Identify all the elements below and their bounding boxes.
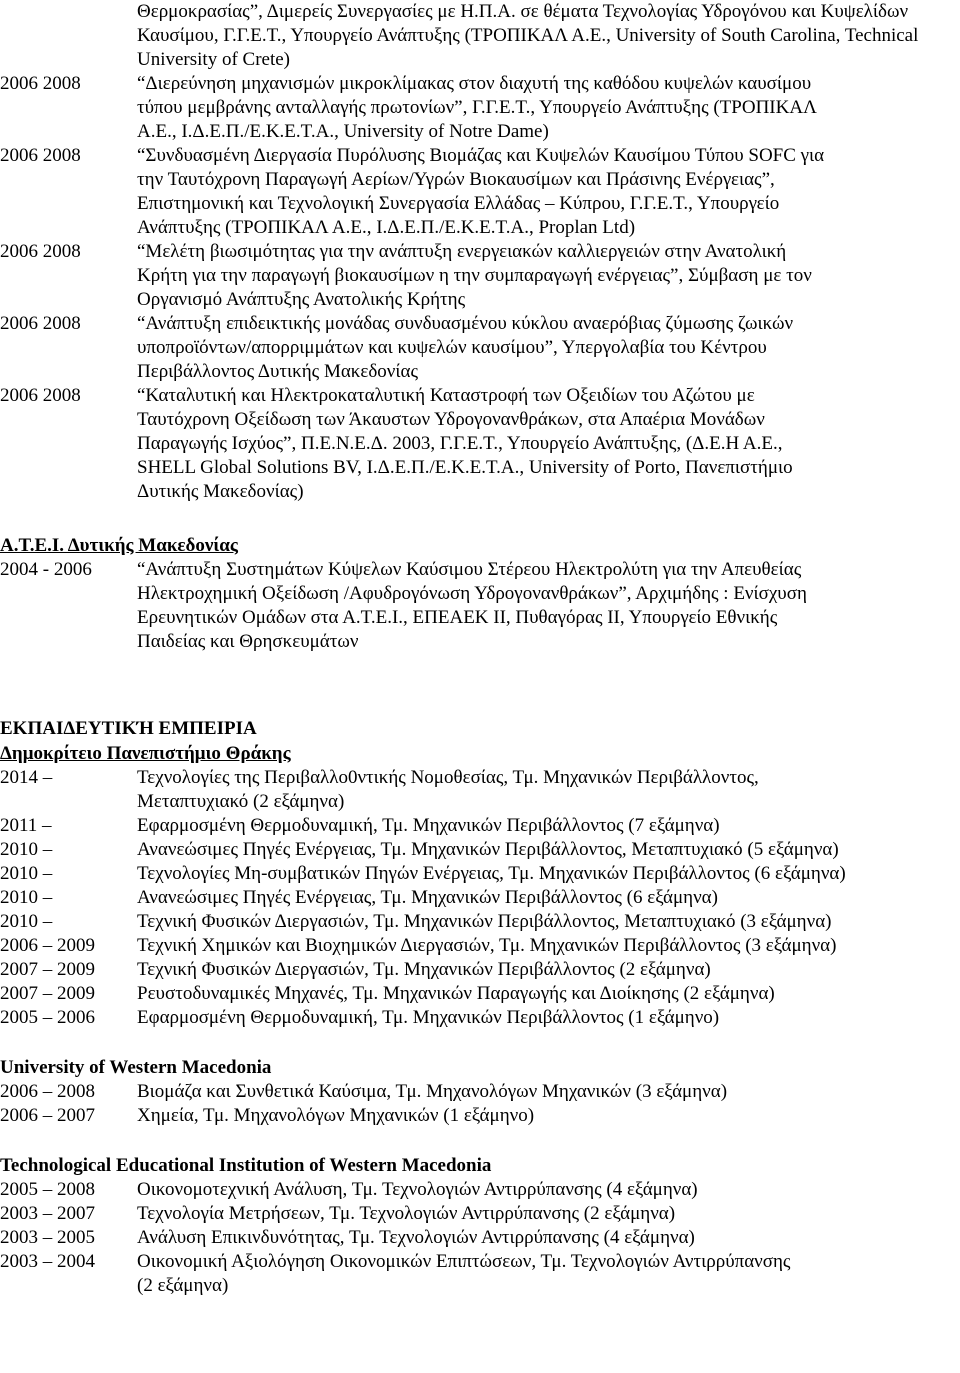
entry-text [137, 312, 957, 384]
group-heading-uowm: University of Western Macedonia [0, 1057, 272, 1078]
entry-years: 2005 – 2008 [0, 1179, 95, 1200]
entry-years: 2011 – [0, 815, 52, 836]
text-line: υποπροϊόντων/απορριμμάτων και κυψελών καυσίμου”, Υπεργολαβία του Κέντρου [137, 337, 767, 358]
entry-years: 2003 – 2004 [0, 1251, 95, 1272]
text-line: Κρήτη για την παραγωγή βιοκαυσίμων η την συμπαραγωγή ενέργειας”, Σύμβαση με τον [137, 265, 812, 286]
entry-years: 2003 – 2007 [0, 1203, 95, 1224]
teaching-row [0, 766, 960, 814]
entry-years: 2006 2008 [0, 241, 81, 262]
entry-text: Βιομάζα και Συνθετικά Καύσιμα, Τμ. Μηχανολόγων Μηχανικών (3 εξάμηνα) [137, 1081, 728, 1102]
text-line: Α.Ε., Ι.Δ.Ε.Π./Ε.Κ.Ε.Τ.Α., University of Notre Dame) [137, 121, 549, 142]
entry-years: 2007 – 2009 [0, 983, 95, 1004]
spacer [0, 654, 960, 716]
project-entry [0, 558, 960, 654]
entry-text: Τεχνολογίες Μη-συμβατικών Πηγών Ενέργειας, Τμ. Μηχανικών Περιβάλλοντος (6 εξάμηνα) [137, 863, 846, 884]
entry-text: Τεχνική Χημικών και Βιοχημικών Διεργασιών, Τμ. Μηχανικών Περιβάλλοντος (3 εξάμηνα) [137, 935, 837, 956]
text-line: την Ταυτόχρονη Παραγωγή Αερίων/Υγρών Βιοκαυσίμων και Πράσινης Ενέργειας”, [137, 169, 775, 190]
entry-years: 2010 – [0, 911, 53, 932]
teaching-row [0, 958, 960, 982]
text-line: Παραγωγής Ισχύος”, Π.Ε.Ν.Ε.Δ. 2003, Γ.Γ.Ε.Τ., Υπουργείο Ανάπτυξης, (Δ.Ε.Η Α.Ε., [137, 433, 783, 454]
project-continuation [137, 0, 957, 72]
text-line: Κυψελίδων Καυσίμου, Γ.Γ.Ε.Τ., Υπουργείο Ανάπτυξης (ΤΡΟΠΙΚΑΛ Α.Ε., University of [137, 1, 909, 46]
text-line: “Ανάπτυξη Συστημάτων Κύψελων Καύσιμου Στέρεου Ηλεκτρολύτη για την Απευθείας [137, 559, 802, 580]
entry-text [137, 384, 957, 504]
entry-text [137, 72, 957, 144]
entry-years: 2006 2008 [0, 313, 81, 334]
entry-years: 2010 – [0, 863, 53, 884]
group-heading-teiwm: Technological Educational Institution of Western Macedonia [0, 1155, 492, 1176]
entry-text: Τεχνική Φυσικών Διεργασιών, Τμ. Μηχανικών Περιβάλλοντος, Μεταπτυχιακό (3 εξάμηνα) [137, 911, 832, 932]
entry-text [137, 558, 957, 654]
teaching-row [0, 838, 960, 862]
text-line: Περιβάλλοντος Δυτικής Μακεδονίας [137, 361, 418, 382]
teaching-row [0, 1226, 960, 1250]
entry-years: 2010 – [0, 839, 53, 860]
text-line: Οικονομική Αξιολόγηση Οικονομικών Επιπτώσεων, Τμ. Τεχνολογιών Αντιρρύπανσης [137, 1251, 791, 1272]
entry-text [137, 1250, 957, 1298]
entry-years: 2006 2008 [0, 385, 81, 406]
entry-text: Τεχνική Φυσικών Διεργασιών, Τμ. Μηχανικών Περιβάλλοντος (2 εξάμηνα) [137, 959, 711, 980]
teaching-row [0, 910, 960, 934]
teaching-row [0, 862, 960, 886]
entry-text: Ανανεώσιμες Πηγές Ενέργειας, Τμ. Μηχανικών Περιβάλλοντος, Μεταπτυχιακό (5 εξάμηνα) [137, 839, 839, 860]
spacer [0, 504, 960, 534]
text-line: South Carolina, Technical University of Crete) [137, 25, 919, 70]
entry-text: Ανανεώσιμες Πηγές Ενέργειας, Τμ. Μηχανικών Περιβάλλοντος (6 εξάμηνα) [137, 887, 718, 908]
teaching-row [0, 934, 960, 958]
teaching-row [0, 886, 960, 910]
teaching-row [0, 1080, 960, 1104]
text-line: Δυτικής Μακεδονίας) [137, 481, 304, 502]
entry-years: 2006 2008 [0, 73, 81, 94]
text-line: Μεταπτυχιακό (2 εξάμηνα) [137, 791, 345, 812]
entry-text: Εφαρμοσμένη Θερμοδυναμική, Τμ. Μηχανικών Περιβάλλοντος (1 εξάμηνο) [137, 1007, 720, 1028]
entry-years: 2004 - 2006 [0, 559, 92, 580]
entry-years: 2006 2008 [0, 145, 81, 166]
text-line: Παιδείας και Θρησκευμάτων [137, 631, 359, 652]
text-line: SHELL Global Solutions BV, Ι.Δ.Ε.Π./Ε.Κ.Ε.Τ.Α., University of Porto, Πανεπιστήμιο [137, 457, 793, 478]
teaching-row [0, 1104, 960, 1128]
text-line: “Συνδυασμένη Διεργασία Πυρόλυσης Βιομάζας και Κυψελών Καυσίμου Τύπου SOFC για [137, 145, 825, 166]
text-line: Ηλεκτροχημική Οξείδωση /Αφυδρογόνωση Υδρογονανθράκων”, Αρχιμήδης : Ενίσχυση [137, 583, 807, 604]
spacer [0, 1030, 960, 1056]
project-entry [0, 72, 960, 144]
teaching-row [0, 982, 960, 1006]
project-entry [0, 240, 960, 312]
entry-years: 2006 – 2008 [0, 1081, 95, 1102]
entry-text [137, 240, 957, 312]
entry-text: Ανάλυση Επικινδυνότητας, Τμ. Τεχνολογιών Αντιρρύπανσης (4 εξάμηνα) [137, 1227, 695, 1248]
entry-text: Εφαρμοσμένη Θερμοδυναμική, Τμ. Μηχανικών Περιβάλλοντος (7 εξάμηνα) [137, 815, 720, 836]
text-line: “Μελέτη βιωσιμότητας για την ανάπτυξη ενεργειακών καλλιεργειών στην Ανατολική [137, 241, 787, 262]
project-entry [0, 384, 960, 504]
text-line: Ερευνητικών Ομάδων στα Α.Τ.Ε.Ι., ΕΠΕΑΕΚ ΙΙ, Πυθαγόρας ΙΙ, Υπουργείο Εθνικής [137, 607, 778, 628]
section-heading-ateit: Α.Τ.Ε.Ι. Δυτικής Μακεδονίας [0, 535, 238, 556]
text-line: “Καταλυτική και Ηλεκτροκαταλυτική Καταστροφή των Οξειδίων του Αζώτου με [137, 385, 755, 406]
text-line: Επιστημονική και Τεχνολογική Συνεργασία Ελλάδας – Κύπρου, Γ.Γ.Ε.Τ., Υπουργείο [137, 193, 780, 214]
entry-text [137, 144, 957, 240]
text-line: Ταυτόχρονη Οξείδωση των Άκαυστων Υδρογονανθράκων, στα Απαέρια Μονάδων [137, 409, 765, 430]
spacer [0, 1128, 960, 1154]
text-line: “Διερεύνηση μηχανισμών μικροκλίμακας στον διαχυτή της καθόδου κυψελών καυσίμου [137, 73, 812, 94]
entry-years: 2007 – 2009 [0, 959, 95, 980]
teaching-row [0, 1006, 960, 1030]
entry-text [137, 766, 957, 814]
section-title-teaching: ΕΚΠΑΙΔΕΥΤΙΚΉ ΕΜΠΕΙΡΙΑ [0, 718, 257, 739]
teaching-row [0, 1178, 960, 1202]
entry-years: 2006 – 2009 [0, 935, 95, 956]
teaching-row [0, 1250, 960, 1298]
project-entry [0, 144, 960, 240]
text-line: Οργανισμό Ανάπτυξης Ανατολικής Κρήτης [137, 289, 466, 310]
text-line: “Ανάπτυξη επιδεικτικής μονάδας συνδυασμένου κύκλου αναερόβιας ζύμωσης ζωικών [137, 313, 794, 334]
teaching-row [0, 814, 960, 838]
entry-years: 2003 – 2005 [0, 1227, 95, 1248]
teaching-row [0, 1202, 960, 1226]
text-line: Τεχνολογίες της Περιβαλλο0ντικής Νομοθεσίας, Τμ. Μηχανικών Περιβάλλοντος, [137, 767, 759, 788]
entry-text: Οικονομοτεχνική Ανάλυση, Τμ. Τεχνολογιών Αντιρρύπανσης (4 εξάμηνα) [137, 1179, 698, 1200]
text-line: Θερμοκρασίας”, Διμερείς Συνεργασίες με Η.Π.Α. σε θέματα Τεχνολογίας Υδρογόνου και [137, 1, 816, 22]
text-line: τύπου μεμβράνης ανταλλαγής πρωτονίων”, Γ.Γ.Ε.Τ., Υπουργείο Ανάπτυξης (ΤΡΟΠΙΚΑΛ [137, 97, 817, 118]
text-line: Ανάπτυξης (ΤΡΟΠΙΚΑΛ Α.Ε., Ι.Δ.Ε.Π./Ε.Κ.Ε.Τ.Α., Proplan Ltd) [137, 217, 636, 238]
entry-years: 2010 – [0, 887, 53, 908]
entry-text: Ρευστοδυναμικές Μηχανές, Τμ. Μηχανικών Παραγωγής και Διοίκησης (2 εξάμηνα) [137, 983, 775, 1004]
group-heading-duth: Δημοκρίτειο Πανεπιστήμιο Θράκης [0, 743, 291, 764]
entry-text: Τεχνολογία Μετρήσεων, Τμ. Τεχνολογιών Αντιρρύπανσης (2 εξάμηνα) [137, 1203, 676, 1224]
entry-years: 2014 – [0, 767, 53, 788]
entry-years: 2006 – 2007 [0, 1105, 95, 1126]
text-line: (2 εξάμηνα) [137, 1275, 229, 1296]
project-entry [0, 312, 960, 384]
entry-text: Χημεία, Τμ. Μηχανολόγων Μηχανικών (1 εξάμηνο) [137, 1105, 535, 1126]
entry-years: 2005 – 2006 [0, 1007, 95, 1028]
